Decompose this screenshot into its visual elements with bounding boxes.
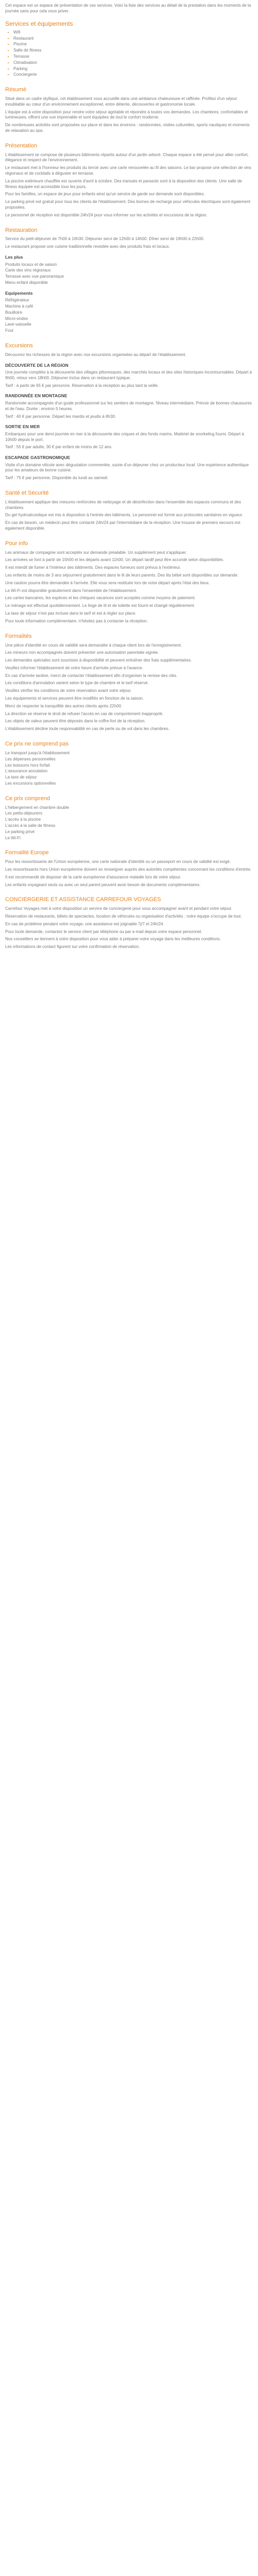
service-item [13, 60, 253, 66]
content-section [5, 849, 253, 888]
service-item [13, 66, 253, 72]
section-paragraph: Le parking privé est gratuit pour tous les clients de l'établissement. Des bornes de recharge pour véhicules électriques sont également proposées. [5, 199, 251, 210]
content-section [5, 896, 253, 950]
section-paragraph: Le restaurant propose une cuisine traditionnelle revisitée avec des produits frais et locaux. [5, 244, 170, 249]
section-title: Présentation [5, 142, 37, 149]
section-list [5, 805, 253, 841]
content-section [5, 540, 253, 624]
subsection-list-item: Carte des vins régionaux [5, 268, 51, 273]
page [0, 0, 258, 962]
section-paragraph: Les enfants voyageant seuls ou avec un seul parent peuvent avoir besoin de documents complémentaires. [5, 882, 201, 887]
service-label: Salle de fitness [13, 48, 42, 53]
section-paragraph: Le personnel de réception est disponible 24h/24 pour vous informer sur les activités et excursions de la région. [5, 212, 207, 217]
content-section [5, 489, 253, 532]
section-title: Excursions [5, 342, 33, 349]
service-label: Terrasse [13, 54, 29, 59]
section-paragraph: Les demandes spéciales sont soumises à disponibilité et peuvent entraîner des frais supplémentaires. [5, 658, 192, 663]
section-paragraph: De nombreuses activités sont proposées sur place et dans les environs : randonnées, visites culturelles, sports nautiques et moments de relaxation au spa. [5, 123, 250, 133]
content-section [5, 342, 253, 481]
section-paragraph: La taxe de séjour n'est pas incluse dans le tarif et est à régler sur place. [5, 611, 137, 616]
section-list-item: L'accès à la salle de fitness [5, 823, 56, 828]
section-paragraph: Le restaurant met à l'honneur les produits du terroir avec une carte renouvelée au fil des saisons. Le bar propose une sélection de vins régionaux et de cocktails à déguster en terrasse. [5, 165, 251, 176]
section-list-item: Le transport jusqu'à l'établissement [5, 750, 70, 755]
section-paragraph: Il est interdit de fumer à l'intérieur des bâtiments. Des espaces fumeurs sont prévus à l'extérieur. [5, 565, 181, 570]
service-label: Piscine [13, 42, 27, 47]
section-list-item: Les petits-déjeuners [5, 811, 43, 816]
subsection-list-item: Menu enfant disponible [5, 280, 48, 285]
subsection-paragraph: Une journée complète à la découverte des villages pittoresques, des marchés locaux et des sites historiques incontournables. Départ à 9h00, retour vers 18h00. Déjeuner inclus dans un restaurant typique. [5, 370, 252, 380]
section-paragraph: En cas de problème pendant votre voyage, une assistance est joignable 7j/7 et 24h/24. [5, 921, 165, 926]
subsection-paragraph: Tarif : 40 € par personne. Départ les mardis et jeudis à 8h30. [5, 414, 116, 419]
subsection-paragraph: Randonnée accompagnée d'un guide professionnel sur les sentiers de montagne. Niveau intermédiaire. Prévoir de bonnes chaussures et de l'eau. Durée : environ 5 heures. [5, 400, 252, 411]
subsection-list [5, 298, 253, 334]
service-item [13, 72, 253, 78]
subsection-title: DÉCOUVERTE DE LA RÉGION [5, 362, 69, 368]
content-section [5, 633, 253, 732]
section-paragraph: Les objets de valeur peuvent être déposés dans le coffre-fort de la réception. [5, 719, 146, 724]
section-list-item: L'assurance annulation [5, 769, 48, 774]
service-item [13, 36, 253, 42]
section-paragraph: Nos conseillers se tiennent à votre disposition pour vous aider à préparer votre voyage dans les meilleures conditions. [5, 937, 221, 942]
section-paragraph: Pour les familles, un espace de jeux pour enfants ainsi qu'un service de garde sur demande sont disponibles. [5, 192, 205, 197]
section-paragraph: Du gel hydroalcoolique est mis à disposition à l'entrée des bâtiments. Le personnel est formé aux protocoles sanitaires en vigueur. [5, 513, 243, 518]
service-item [13, 30, 253, 36]
subsection-list-item: Four [5, 328, 14, 333]
subsection-list-item: Lave-vaisselle [5, 322, 31, 327]
section-list [5, 751, 253, 787]
subsection-list-item: Réfrigérateur [5, 298, 29, 303]
section-list-item: Le parking privé [5, 829, 35, 834]
section-paragraph: L'établissement applique des mesures renforcées de nettoyage et de désinfection dans l'ensemble des espaces communs et des chambres. [5, 499, 241, 510]
section-paragraph: Les équipements et services peuvent être modifiés en fonction de la saison. [5, 696, 144, 701]
subsection-title: ESCAPADE GASTRONOMIQUE [5, 455, 70, 461]
section-paragraph: Carrefour Voyages met à votre disposition un service de conciergerie pour vous accompagner avant et pendant votre séjour. [5, 906, 233, 911]
section-title: Formalité Europe [5, 850, 49, 856]
section-paragraph: Pour les ressortissants de l'Union européenne, une carte nationale d'identité ou un passeport en cours de validité est exigé. [5, 859, 231, 865]
content-section [5, 227, 253, 334]
subsection-list-item: Terrasse avec vue panoramique [5, 274, 64, 279]
section-paragraph: Merci de respecter la tranquillité des autres clients après 22h00. [5, 703, 122, 708]
section-paragraph: L'établissement décline toute responsabilité en cas de perte ou de vol dans les chambres. [5, 726, 170, 732]
section-paragraph: L'équipe est à votre disposition pour rendre votre séjour agréable et répondre à toutes vos demandes. Les chambres, confortables et lumineuses, offrent une vue imprenable et sont équipées de tout le confort moderne. [5, 109, 248, 120]
service-item [13, 54, 253, 60]
section-title: Formalités [5, 633, 32, 639]
section-paragraph: Les mineurs non accompagnés doivent présenter une autorisation parentale signée. [5, 650, 159, 655]
section-paragraph: Les cartes bancaires, les espèces et les chèques vacances sont acceptés comme moyens de paiement. [5, 596, 196, 601]
subsection-title: Equipements [5, 290, 33, 296]
services-list [5, 30, 253, 78]
section-title: Pour info [5, 540, 28, 547]
service-item [13, 48, 253, 54]
section-paragraph: Les arrivées se font à partir de 15h00 et les départs avant 11h00. Un départ tardif peut être accordé selon disponibilités. [5, 557, 224, 563]
section-paragraph: Pour toute information complémentaire, n'hésitez pas à contacter la réception. [5, 618, 148, 623]
section-paragraph: Une pièce d'identité en cours de validité sera demandée à chaque client lors de l'enregistrement. [5, 642, 182, 648]
section-list-item: L'accès à la piscine [5, 817, 41, 822]
section-paragraph: Veuillez vérifier les conditions de votre réservation avant votre séjour. [5, 688, 132, 693]
section-paragraph: Il est recommandé de disposer de la carte européenne d'assurance maladie lors de votre séjour. [5, 874, 182, 879]
service-label: Parking [13, 66, 28, 71]
subsection-paragraph: Tarif : à partir de 65 € par personne. Réservation à la réception au plus tard la veille. [5, 383, 159, 388]
section-paragraph: La direction se réserve le droit de refuser l'accès en cas de comportement inapproprié. [5, 711, 164, 716]
section-paragraph: Les conditions d'annulation varient selon le type de chambre et le tarif réservé. [5, 681, 149, 686]
section-title: Restauration [5, 227, 38, 233]
subsection-list-item: Bouilloire [5, 310, 22, 315]
section-title: Résumé [5, 87, 26, 93]
section-paragraph: Les animaux de compagnie sont acceptés sur demande préalable. Un supplément peut s'appliquer. [5, 550, 187, 555]
section-paragraph: Les enfants de moins de 3 ans séjournent gratuitement dans le lit de leurs parents. Des lits bébé sont disponibles sur demande. [5, 573, 239, 578]
subsection-list-item: Machine à café [5, 303, 34, 309]
content-sections [5, 86, 253, 950]
section-paragraph: Le ménage est effectué quotidiennement. Le linge de lit et de toilette est fourni et changé régulièrement. [5, 603, 196, 608]
subsection-list [5, 262, 253, 286]
section-list-item: Les boissons hors forfait [5, 762, 50, 768]
section-list-item: L'hébergement en chambre double [5, 805, 69, 810]
section-title: Ce prix comprend [5, 795, 50, 802]
section-list-item: Les dépenses personnelles [5, 756, 56, 761]
section-paragraph: L'établissement se compose de plusieurs bâtiments répartis autour d'un jardin arboré. Chaque espace a été pensé pour allier confort, élégance et respect de l'environnement. [5, 152, 249, 163]
subsection-title: SORTIE EN MER [5, 424, 40, 430]
service-item [13, 42, 253, 47]
section-paragraph: Veuillez informer l'établissement de votre heure d'arrivée prévue à l'avance. [5, 665, 143, 670]
content-section [5, 142, 253, 218]
section-list-item: La taxe de séjour [5, 775, 37, 780]
section-paragraph: Découvrez les richesses de la région avec nos excursions organisées au départ de l'établissement. [5, 352, 187, 357]
section-paragraph: En cas d'arrivée tardive, merci de contacter l'établissement afin d'organiser la remise des clés. [5, 673, 178, 678]
section-paragraph: Une caution pourra être demandée à l'arrivée. Elle vous sera restituée lors de votre départ après l'état des lieux. [5, 580, 210, 585]
section-list-item: Les excursions optionnelles [5, 781, 56, 786]
subsection-list-item: Produits locaux et de saison [5, 262, 57, 267]
intro-note: Cet espace est un espace de présentation de ces services. Voici la liste des services au détail de la prestation dans les moments de la journée sans pour cela vous priver. [5, 3, 251, 13]
subsection-title: Les plus [5, 255, 23, 260]
section-list-item: Le Wi-Fi [5, 835, 21, 840]
section-paragraph: Les informations de contact figurent sur votre confirmation de réservation. [5, 944, 140, 950]
subsection-paragraph: Visite d'un domaine viticole avec dégustation commentée, suivie d'un déjeuner chez un producteur local. Une expérience authentique pour les amateurs de bonne cuisine. [5, 462, 249, 473]
section-title: Ce prix ne comprend pas [5, 741, 69, 748]
subsection-list-item: Micro-ondes [5, 316, 28, 321]
section-paragraph: Situé dans un cadre idyllique, cet établissement vous accueille dans une ambiance chaleureuse et raffinée. Profitez d'un séjour inoubliable au cœur d'un environnement exceptionnel, entre détente, découvertes et gastronomie locale. [5, 96, 237, 107]
section-paragraph: La piscine extérieure chauffée est ouverte d'avril à octobre. Des transats et parasols sont à la disposition des clients. Une salle de fitness équipée est accessible tous les jours. [5, 178, 242, 189]
subsection-paragraph: Tarif : 75 € par personne. Disponible du lundi au samedi. [5, 476, 109, 481]
service-label: Conciergerie [13, 72, 37, 77]
subsection-title: RANDONNÉE EN MONTAGNE [5, 393, 68, 399]
section-title: CONCIERGERIE ET ASSISTANCE CARREFOUR VOYAGES [5, 896, 161, 903]
section-paragraph: Pour toute demande, contactez le service client par téléphone ou par e-mail depuis votre espace personnel. [5, 929, 202, 934]
section-paragraph: En cas de besoin, un médecin peut être contacté 24h/24 par l'intermédiaire de la réception. Une trousse de premiers secours est également disponible. [5, 520, 240, 531]
content-section [5, 795, 253, 841]
section-paragraph: Le Wi-Fi est disponible gratuitement dans l'ensemble de l'établissement. [5, 588, 137, 593]
section-title: Santé et Sécurité [5, 490, 49, 497]
services-heading: Services et équipements [5, 20, 73, 27]
section-paragraph: Service du petit-déjeuner de 7h00 à 10h30. Déjeuner servi de 12h00 à 14h00. Dîner servi de 19h00 à 22h00. [5, 236, 205, 242]
section-paragraph: Réservation de restaurants, billets de spectacles, location de véhicules ou organisation d'activités : notre équipe s'occupe de tout. [5, 913, 242, 919]
service-label: Wifi [13, 29, 21, 35]
service-label: Restaurant [13, 36, 34, 41]
subsection-paragraph: Embarquez pour une demi-journée en mer à la découverte des criques et des fonds marins. Matériel de snorkeling fourni. Départ à 10h00 depuis le port. [5, 431, 244, 442]
section-paragraph: Les ressortissants hors Union européenne doivent se renseigner auprès des autorités compétentes concernant les conditions d'entrée. [5, 867, 252, 872]
content-section [5, 86, 253, 134]
content-section [5, 740, 253, 787]
subsection-paragraph: Tarif : 55 € par adulte, 30 € par enfant de moins de 12 ans. [5, 445, 112, 450]
service-label: Climatisation [13, 60, 37, 65]
